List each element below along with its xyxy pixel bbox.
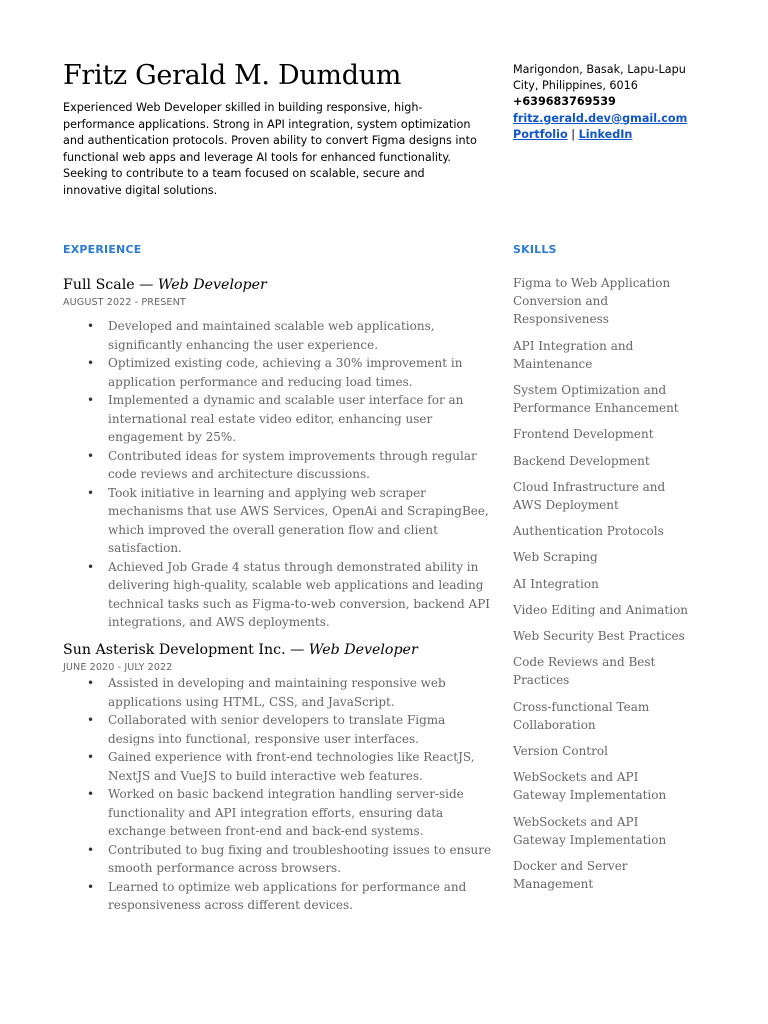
bullet-item: • Collaborated with senior developers to translate Figma designs into functional, responsive user interfaces. [63,711,495,748]
skill-item: Version Control [513,744,608,759]
job-title [63,642,495,658]
link-separator: | [571,127,576,141]
bullet-item: • Achieved Job Grade 4 status through demonstrated ability in delivering high-quality, scalable web applications and leading technical tasks such as Figma-to-web conversion, backend API integrations, and AWS deployments. [63,558,495,632]
professional-summary: Experienced Web Developer skilled in building responsive, high-performance applications. Strong in API integration, system optimization and authentication protocols. Proven ability to convert Figma designs into functional web apps and leverage AI tools for enhanced functionality. Seeking to contribute to a team focused on scalable, secure and innovative digital solutions. [63,101,477,197]
bullet-item: • Worked on basic backend integration handling server-side functionality and API integration efforts, ensuring data exchange between front-end and back-end systems. [63,785,495,841]
skill-item: System Optimization and Performance Enhancement [513,383,679,416]
bullet-item: • Developed and maintained scalable web applications, significantly enhancing the user experience. [63,317,495,354]
job-title [63,277,495,293]
skill-item: Code Reviews and Best Practices [513,655,656,688]
skill-item: Cross-functional Team Collaboration [513,699,650,732]
job-bullets [63,317,495,632]
skill-item: Web Scraping [513,550,598,565]
bullet-item: • Gained experience with front-end technologies like ReactJS, NextJS and VueJS to build interactive web features. [63,748,495,785]
contact-address: Marigondon, Basak, Lapu-Lapu City, Philippines, 6016 [513,63,686,93]
contact-phone: +639683769539 [513,95,616,109]
job-dates: JUNE 2020 - JULY 2022 [63,662,173,673]
job-bullets [63,674,495,915]
bullet-item: • Contributed to bug fixing and troubleshooting issues to ensure smooth performance across browsers. [63,841,495,878]
experience-heading: EXPERIENCE [63,243,142,256]
skill-item: Web Security Best Practices [513,629,685,644]
bullet-item: • Contributed ideas for system improvements through regular code reviews and architecture discussions. [63,447,495,484]
skill-item: Backend Development [513,453,650,468]
skills-heading: SKILLS [513,243,557,256]
job-role: Web Developer [157,277,267,293]
bullet-item: • Assisted in developing and maintaining responsive web applications using HTML, CSS, and JavaScript. [63,674,495,711]
portfolio-link[interactable]: Portfolio [513,127,568,141]
title-dash: — [285,642,309,658]
skill-item: Cloud Infrastructure and AWS Deployment [513,479,666,513]
skill-item: WebSockets and API Gateway Implementation [513,814,667,847]
profile-links [513,127,693,143]
job-role: Web Developer [308,642,418,658]
contact-block [513,62,693,143]
skill-item: Authentication Protocols [513,524,664,539]
skill-item: WebSockets and API Gateway Implementation [513,770,667,803]
title-dash: — [134,277,158,293]
skills-list [513,274,693,901]
bullet-item: • Learned to optimize web applications for performance and responsiveness across different devices. [63,878,495,915]
job-dates: AUGUST 2022 - PRESENT [63,297,186,308]
candidate-name: Fritz Gerald M. Dumdum [63,60,402,91]
skill-item: Figma to Web Application Conversion and Responsiveness [513,276,671,327]
company-name: Full Scale [63,277,135,293]
skill-item: AI Integration [513,576,599,591]
job-entry [63,642,495,915]
skill-item: API Integration and Maintenance [513,338,634,371]
skill-item: Frontend Development [513,427,654,442]
skill-item: Video Editing and Animation [513,602,689,617]
bullet-item: • Implemented a dynamic and scalable user interface for an international real estate video editor, enhancing user engagement by 25%. [63,391,495,447]
bullet-item: • Optimized existing code, achieving a 30% improvement in application performance and reducing load times. [63,354,495,391]
contact-email-link[interactable]: fritz.gerald.dev@gmail.com [513,111,688,125]
bullet-item: • Took initiative in learning and applying web scraper mechanisms that use AWS Services, OpenAi and ScrapingBee, which improved the overall generation flow and client satisfaction. [63,484,495,558]
skill-item: Docker and Server Management [513,859,628,892]
job-entry [63,277,495,632]
linkedin-link[interactable]: LinkedIn [578,127,633,141]
company-name: Sun Asterisk Development Inc. [63,642,286,658]
